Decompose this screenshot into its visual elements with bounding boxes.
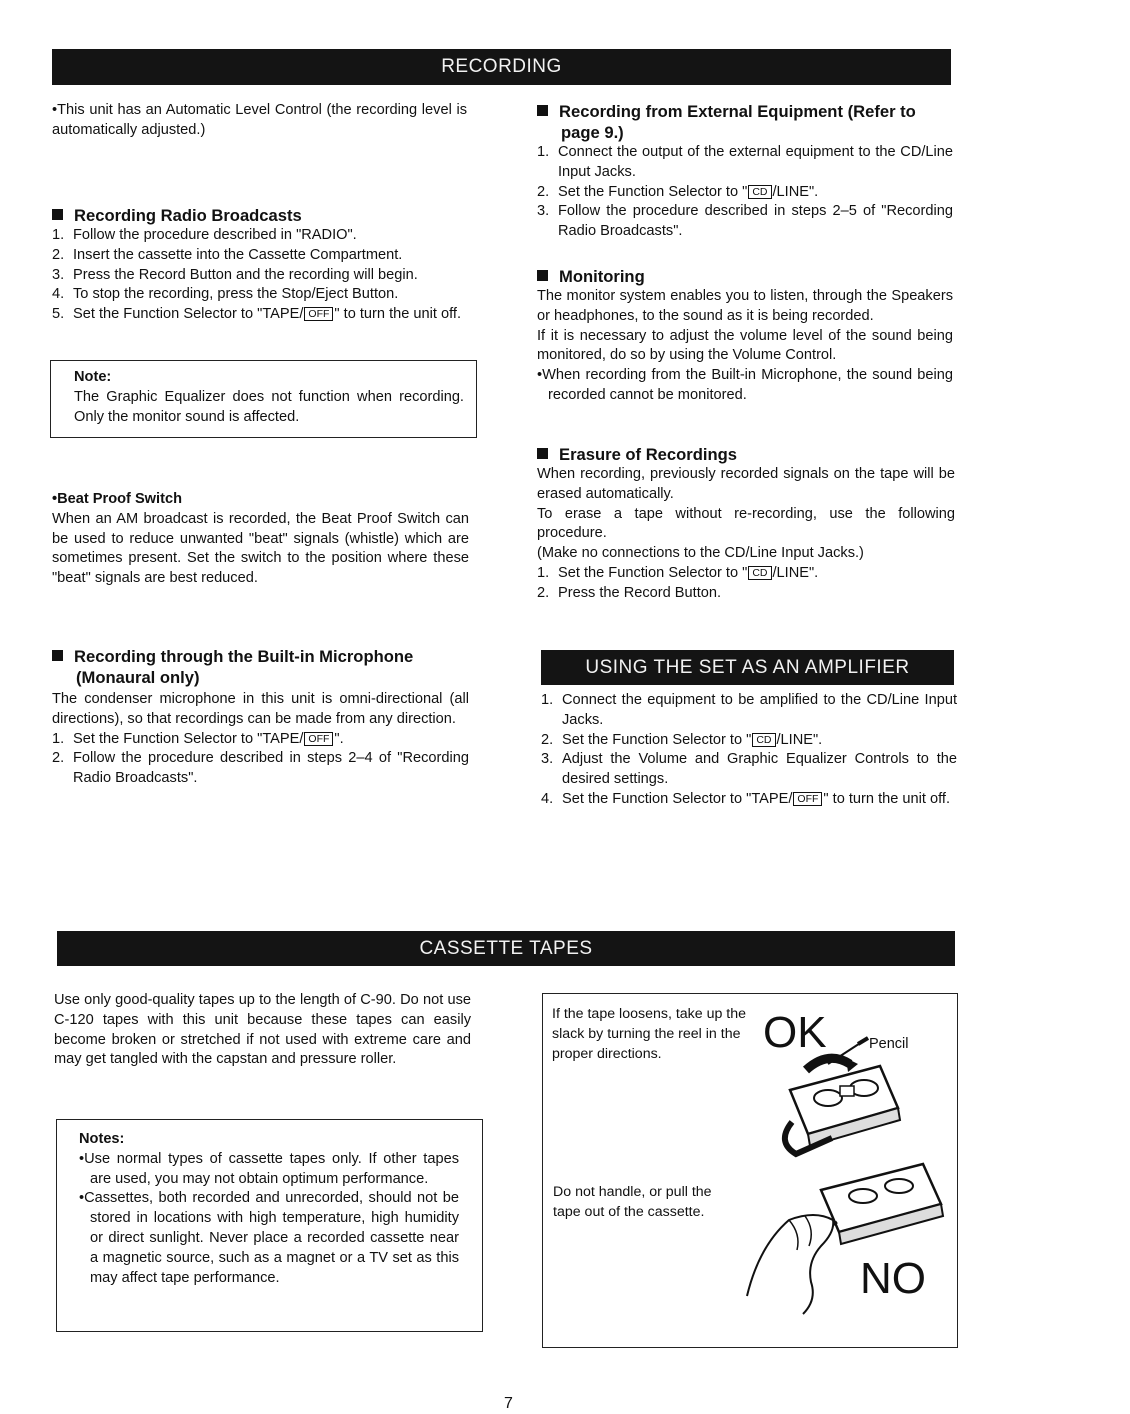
amplifier-step: 3. Adjust the Volume and Graphic Equalizer Controls to the desired settings. <box>541 751 957 788</box>
external-step: 3. Follow the procedure described in steps 2–5 of "Recording Radio Broadcasts". <box>537 203 953 240</box>
notes-title: Notes: <box>79 1131 125 1147</box>
cd-key-label: CD <box>748 566 771 580</box>
external-step: 1. Connect the output of the external equipment to the CD/Line Input Jacks. <box>537 144 953 180</box>
off-key-label: OFF <box>793 792 822 806</box>
microphone-step: 2. Follow the procedure described in steps 2–4 of "Recording Radio Broadcasts". <box>52 750 469 787</box>
monitoring-p1: The monitor system enables you to listen, through the Speakers or headphones, to the sound as it is being recorded. <box>537 288 953 324</box>
beat-proof-text: When an AM broadcast is recorded, the Beat Proof Switch can be used to reduce unwanted "beat" signals (whistle) which are sometimes present. Set the switch to the position where these "beat" signals are best reduced. <box>52 510 469 587</box>
note-box <box>50 360 477 438</box>
external-heading: Recording from External Equipment (Refer to page 9.) <box>537 101 953 143</box>
amplifier-banner <box>541 650 954 685</box>
note-title: Note: <box>74 369 112 385</box>
note-text: The Graphic Equalizer does not function when recording. Only the monitor sound is affected. <box>74 388 464 425</box>
off-key-label: OFF <box>304 732 333 746</box>
radio-step: 1. Follow the procedure described in "RADIO". <box>52 227 357 243</box>
monitoring-bullet: •When recording from the Built-in Microphone, the sound being recorded cannot be monitored. <box>537 367 953 403</box>
cassette-banner <box>57 931 955 966</box>
radio-heading: Recording Radio Broadcasts <box>52 205 468 226</box>
square-bullet-icon <box>537 448 548 459</box>
off-key-label: OFF <box>304 307 333 321</box>
amplifier-banner-title: USING THE SET AS AN AMPLIFIER <box>585 657 910 678</box>
amplifier-section <box>541 691 957 810</box>
cd-key-label: CD <box>752 733 775 747</box>
pencil-label: Pencil <box>869 1036 909 1052</box>
beat-proof-section <box>52 490 469 589</box>
radio-step: 5. Set the Function Selector to "TAPE/ OFF " to turn the unit off. <box>52 306 462 323</box>
recording-banner <box>52 49 951 85</box>
notes-box <box>56 1119 483 1332</box>
external-section <box>537 101 953 242</box>
alc-note: •This unit has an Automatic Level Control (the recording level is automatically adjusted.) <box>52 102 467 138</box>
cassette-ok-icon <box>770 1030 920 1160</box>
cd-key-label: CD <box>748 185 771 199</box>
radio-step: 2. Insert the cassette into the Cassette Compartment. <box>52 246 403 263</box>
notes-bullet: •Use normal types of cassette tapes only. If other tapes are used, you may not obtain optimum performance. <box>79 1150 459 1187</box>
page-number: 7 <box>504 1395 513 1412</box>
amplifier-step: 4. Set the Function Selector to "TAPE/ OFF " to turn the unit off. <box>541 790 951 807</box>
radio-step: 4. To stop the recording, press the Stop/Eject Button. <box>52 286 399 303</box>
external-step: 2. Set the Function Selector to " CD /LINE". <box>537 183 819 200</box>
square-bullet-icon <box>537 270 548 281</box>
square-bullet-icon <box>52 650 63 661</box>
square-bullet-icon <box>52 209 63 220</box>
radio-step: 3. Press the Record Button and the recording will begin. <box>52 266 418 283</box>
erasure-heading: Erasure of Recordings <box>537 444 955 465</box>
square-bullet-icon <box>537 105 548 116</box>
monitoring-p2: If it is necessary to adjust the volume level of the sound being monitored, do so by using the Volume Control. <box>537 327 953 364</box>
amplifier-steps <box>541 691 957 810</box>
microphone-steps <box>52 730 469 789</box>
ok-label: OK <box>763 1008 827 1057</box>
notes-bullet: •Cassettes, both recorded and unrecorded, should not be stored in locations with high temperature, high humidity or direct sunlight. Never place a recorded cassette near a magnetic source, such as a magnet or a TV set as this may affect tape performance. <box>79 1190 459 1286</box>
microphone-intro: The condenser microphone in this unit is omni-directional (all directions), so that recordings can be made from any direction. <box>52 691 469 727</box>
amplifier-step: 2. Set the Function Selector to " CD /LINE". <box>541 731 823 748</box>
radio-steps <box>52 226 468 325</box>
amplifier-step: 1. Connect the equipment to be amplified to the CD/Line Input Jacks. <box>541 692 957 728</box>
erasure-step: 2. Press the Record Button. <box>537 584 722 601</box>
erasure-section <box>537 444 955 604</box>
monitoring-heading: Monitoring <box>537 266 953 287</box>
no-instruction: Do not handle, or pull the tape out of the cassette. <box>553 1184 712 1220</box>
microphone-step: 1. Set the Function Selector to "TAPE/ OFF ". <box>52 730 344 747</box>
erasure-steps <box>537 564 955 604</box>
radio-section <box>52 205 468 325</box>
cassette-banner-title: CASSETTE TAPES <box>419 938 593 959</box>
erasure-p1: When recording, previously recorded signals on the tape will be erased automatically. <box>537 466 955 502</box>
external-steps <box>537 143 953 242</box>
recording-banner-title: RECORDING <box>441 56 562 77</box>
erasure-p2: To erase a tape without re-recording, use the following procedure. <box>537 505 955 542</box>
microphone-heading: Recording through the Built-in Microphone (Monaural only) <box>52 646 469 688</box>
no-label: NO <box>860 1254 926 1303</box>
ok-instruction: If the tape loosens, take up the slack by turning the reel in the proper directions. <box>552 1006 747 1062</box>
cassette-intro: Use only good-quality tapes up to the length of C-90. Do not use C-120 tapes with this unit because these tapes can easily become broken or stretched if not used with extreme care and may get tangled with the capstan and pressure roller. <box>54 992 471 1068</box>
beat-proof-title: •Beat Proof Switch <box>52 491 182 507</box>
erasure-p3: (Make no connections to the CD/Line Input Jacks.) <box>537 545 864 562</box>
erasure-step: 1. Set the Function Selector to " CD /LINE". <box>537 564 819 581</box>
microphone-section <box>52 646 469 789</box>
monitoring-section <box>537 266 953 406</box>
